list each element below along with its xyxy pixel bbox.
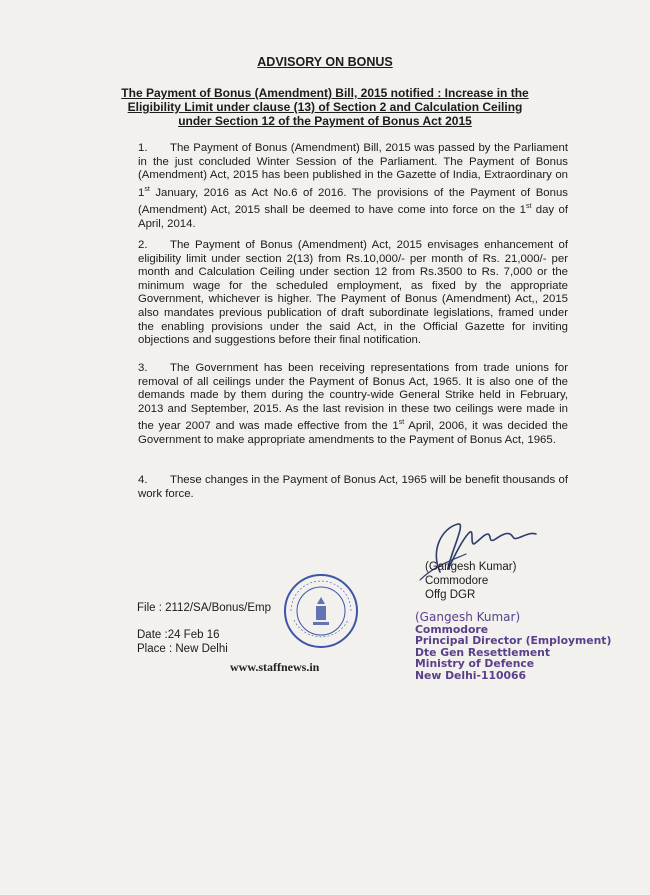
- paragraph-text: These changes in the Payment of Bonus Act, 1965 will be benefit thousands of work force.: [138, 474, 568, 500]
- stamp-name: (Gangesh Kumar): [415, 610, 521, 624]
- paragraph-text: The Payment of Bonus (Amendment) Bill, 2015 was passed by the Parliament in the just concluded Winter Session of the Parliament. The Payment of Bonus (Amendment) Act, 2015 has been published in the Gazette of India, Extraordinary on 1: [138, 142, 568, 199]
- official-seal-icon: [282, 572, 360, 650]
- official-stamp: [415, 612, 611, 681]
- document-title: ADVISORY ON BONUS: [257, 55, 393, 69]
- paragraph-text: January, 2016 as Act No.6 of 2016. The provisions of the Payment of Bonus (Amendment) Act, 2015 shall be deemed to have come into force on the 1: [138, 186, 568, 216]
- document-subtitle: The Payment of Bonus (Amendment) Bill, 2015 notified : Increase in the Eligibility Limit under clause (13) of Section 2 and Calculation Ceiling under Section 12 of the Payment of Bonus Act 2015: [121, 86, 529, 128]
- stamp-ministry: Ministry of Defence: [415, 657, 535, 670]
- paragraph-text: The Government has been receiving representations from trade unions for removal of all ceilings under the Payment of Bonus Act, 1965. It is also one of the demands made by them during the country-wide General Strike held in February, 2013 and September, 2015. As the last revision in these two ceilings were made in the year 2007 and was made effective from the 1: [138, 362, 568, 433]
- stamp-rank: Commodore: [415, 622, 489, 636]
- watermark-text: www.staffnews.in: [230, 660, 320, 674]
- date-value: :24 Feb 16: [164, 629, 220, 641]
- stamp-city: New Delhi-110066: [415, 668, 527, 682]
- date-label: Date: [137, 629, 162, 641]
- paragraph-number: 2.: [138, 239, 148, 251]
- date-line: [137, 628, 228, 642]
- paragraph-text: April, 2006, it was decided the Government to make appropriate amendments to the Payment of Bonus Act, 1965.: [138, 420, 568, 446]
- signatory-rank: Commodore: [425, 575, 489, 587]
- superscript: st: [398, 419, 405, 427]
- paragraph-3: [138, 362, 568, 447]
- signatory-name: (Gangesh Kumar): [425, 561, 517, 573]
- paragraph-2: [138, 239, 568, 348]
- paragraph-number: 1.: [138, 142, 148, 154]
- place-value: : New Delhi: [168, 643, 228, 655]
- stamp-designation: Principal Director (Employment): [415, 634, 612, 647]
- paragraph-4: [138, 474, 568, 501]
- paragraph-number: 4.: [138, 474, 148, 486]
- signatory-block: [425, 560, 516, 602]
- place-line: [137, 642, 228, 656]
- date-place-block: [137, 628, 228, 656]
- place-label: Place: [137, 643, 166, 655]
- superscript: st: [144, 185, 150, 193]
- file-reference: File : 2112/SA/Bonus/Emp: [137, 602, 272, 614]
- paragraph-number: 3.: [138, 362, 148, 374]
- paragraph-1: [138, 142, 568, 231]
- stamp-department: Dte Gen Resettlement: [415, 645, 550, 659]
- signatory-office: Offg DGR: [425, 589, 476, 601]
- paragraph-text: The Payment of Bonus (Amendment) Act, 2015 envisages enhancement of eligibility limit under section 2(13) from Rs.10,000/- per month of Rs. 21,000/- per month and Calculation Ceiling under section 12 from Rs.3500 to Rs. 7,000 or the minimum wage for the scheduled employment, as fixed by the appropriate Government, whichever is higher. The Payment of Bonus (Amendment) Act,, 2015 also mandates previous publication of draft subordinate legislations, framed under the enabling provisions under the said Act, in the Official Gazette for inviting objections and suggestions before their final notification.: [138, 239, 568, 347]
- paragraph-text: day of April, 2014.: [138, 203, 568, 230]
- superscript: st: [525, 203, 532, 211]
